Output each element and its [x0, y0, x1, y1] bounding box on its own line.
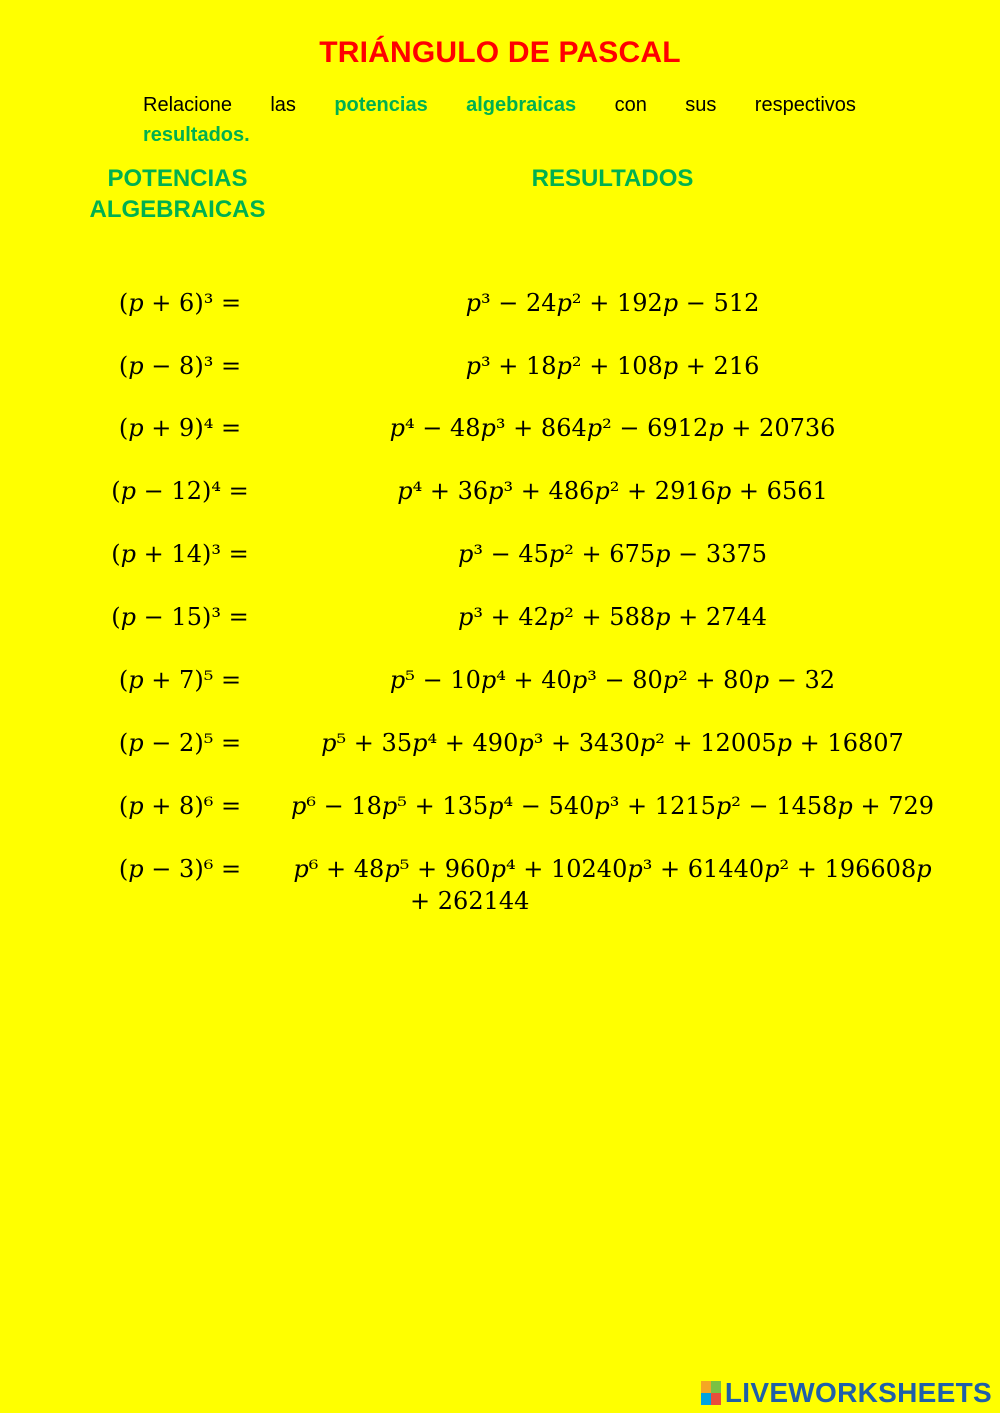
instruction-word-highlight: potencias	[334, 94, 428, 116]
instruction-word: sus	[685, 94, 717, 116]
instruction-line-2: resultados.	[143, 124, 250, 146]
page-title: TRIÁNGULO DE PASCAL	[319, 36, 681, 69]
instruction-word: las	[270, 94, 296, 116]
column-header-line: POTENCIAS	[107, 165, 248, 192]
power-expression: (p − 2)⁵ =	[118, 729, 242, 757]
instruction-line-1	[143, 90, 856, 120]
result-expression: p⁴ − 48p³ + 864p² − 6912p + 20736	[389, 414, 836, 442]
liveworksheets-logo-icon	[701, 1381, 721, 1405]
result-expression: p⁵ + 35p⁴ + 490p³ + 3430p² + 12005p + 16807	[321, 729, 904, 757]
result-expression: p³ − 24p² + 192p − 512	[465, 289, 760, 317]
logo-square	[701, 1381, 711, 1393]
logo-square	[701, 1393, 711, 1405]
power-expression: (p − 8)³ =	[118, 352, 242, 380]
power-expression: (p − 15)³ =	[111, 603, 249, 631]
instruction-word: con	[614, 94, 647, 116]
instruction-text	[143, 90, 856, 150]
instruction-word-highlight: algebraicas	[466, 94, 577, 116]
power-expression: (p + 8)⁶ =	[118, 792, 242, 820]
result-expression: p³ + 42p² + 588p + 2744	[457, 603, 768, 631]
result-expression-continuation: + 262144	[410, 887, 530, 915]
power-expression: (p − 3)⁶ =	[118, 855, 242, 883]
column-header-potencias	[70, 163, 285, 225]
logo-square	[711, 1393, 721, 1405]
result-expression: p⁵ − 10p⁴ + 40p³ − 80p² + 80p − 32	[389, 666, 836, 694]
liveworksheets-logo	[701, 1379, 992, 1407]
power-expression: (p − 12)⁴ =	[111, 477, 249, 505]
result-expression: p⁴ + 36p³ + 486p² + 2916p + 6561	[397, 477, 828, 505]
logo-square	[711, 1381, 721, 1393]
logo-text: LIVEWORKSHEETS	[724, 1377, 992, 1408]
instruction-word: Relacione	[143, 94, 232, 116]
result-expression: p³ − 45p² + 675p − 3375	[457, 540, 768, 568]
result-expression: p⁶ − 18p⁵ + 135p⁴ − 540p³ + 1215p² − 1458p + 729	[290, 792, 935, 820]
result-expression: p⁶ + 48p⁵ + 960p⁴ + 10240p³ + 61440p² + 196608p	[293, 855, 932, 883]
column-header-line: ALGEBRAICAS	[89, 196, 266, 223]
power-expression: (p + 14)³ =	[111, 540, 249, 568]
power-expression: (p + 7)⁵ =	[118, 666, 242, 694]
column-header-resultados: RESULTADOS	[531, 165, 694, 192]
power-expression: (p + 6)³ =	[118, 289, 242, 317]
instruction-word: respectivos	[754, 94, 856, 116]
result-expression: p³ + 18p² + 108p + 216	[465, 352, 760, 380]
power-expression: (p + 9)⁴ =	[118, 414, 242, 442]
